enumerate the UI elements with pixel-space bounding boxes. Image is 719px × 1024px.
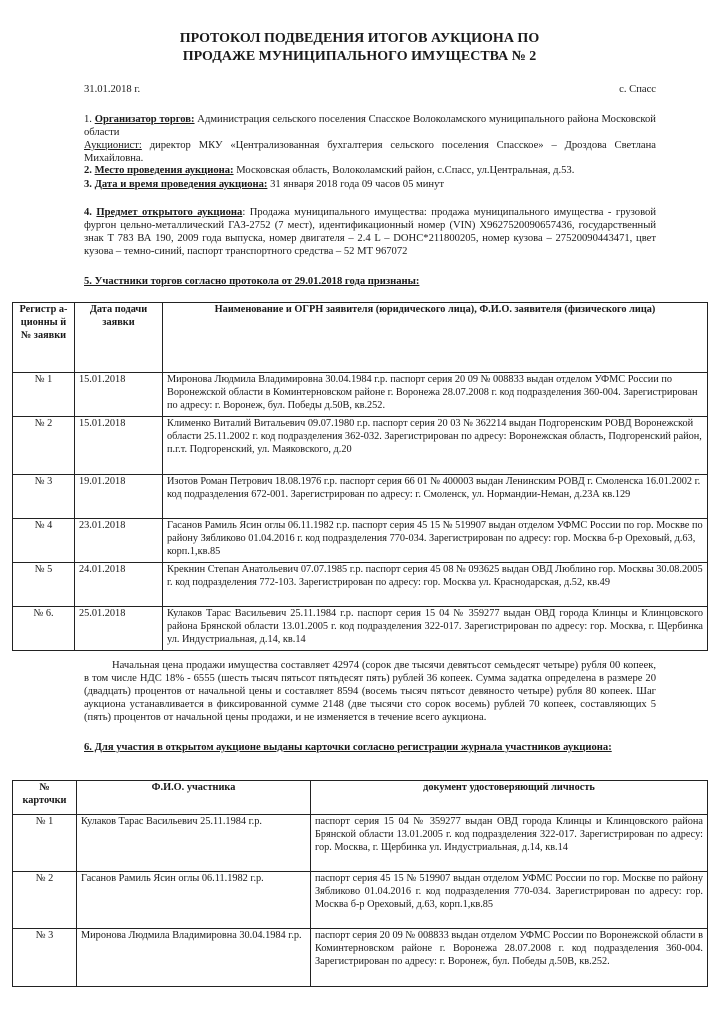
row-date: 19.01.2018 bbox=[75, 475, 163, 519]
protocol-title bbox=[0, 30, 719, 65]
card-document: паспорт серия 20 09 № 008833 выдан отделом УФМС России по Воронежской области в Коминтерновском районе г. Воронежа 28.07.2008 г. код подразделения 360-004. Зарегистрирован по адресу: г. Воронеж, бул. Победы д.50В, кв.252. bbox=[311, 929, 708, 987]
table-row bbox=[13, 815, 708, 872]
card-participant: Кулаков Тарас Васильевич 25.11.1984 г.р. bbox=[77, 815, 311, 872]
col-participant: Ф.И.О. участника bbox=[77, 781, 311, 815]
protocol-place: с. Спасс bbox=[619, 84, 656, 95]
participants-heading: 5. Участники торгов согласно протокола от 29.01.2018 года признаны: bbox=[84, 276, 420, 287]
section-organizer bbox=[84, 114, 656, 166]
row-applicant: Гасанов Рамиль Ясин оглы 06.11.1982 г.р. паспорт серия 45 15 № 519907 выдан отделом УФМС России по гор. Москве по району Зябликово 01.04.2016 г. код подразделения 770-034. Зарегистрирован по адресу: гор. Москва б-р Ореховый, д.63, корп.1,кв.85 bbox=[163, 519, 708, 563]
card-document: паспорт серия 15 04 № 359277 выдан ОВД города Клинцы и Клинцовского района Брянской области 13.01.2005 г. код подразделения 322-017. Зарегистрирован по адресу: гор. Москва, г. Щербинка ул. Индустриальная, д.14, кв.14 bbox=[311, 815, 708, 872]
section-4-number: 4. bbox=[84, 207, 92, 218]
card-document: паспорт серия 45 15 № 519907 выдан отделом УФМС России по гор. Москве по району Зябликово 01.04.2016 г. код подразделения 770-034. Зарегистрирован по адресу: гор. Москва б-р Ореховый, д.63, корп.1,кв.85 bbox=[311, 872, 708, 929]
title-line-1: ПРОТОКОЛ ПОДВЕДЕНИЯ ИТОГОВ АУКЦИОНА ПО bbox=[179, 31, 540, 46]
table-header-row bbox=[13, 303, 708, 373]
datetime-text: 31 января 2018 года 09 часов 05 минут bbox=[267, 179, 445, 190]
row-date: 15.01.2018 bbox=[75, 373, 163, 417]
row-date: 24.01.2018 bbox=[75, 563, 163, 607]
card-participant: Гасанов Рамиль Ясин оглы 06.11.1982 г.р. bbox=[77, 872, 311, 929]
row-num: № 1 bbox=[13, 373, 75, 417]
organizer-label: Организатор торгов: bbox=[94, 114, 195, 125]
table-row bbox=[13, 607, 708, 651]
cards-table bbox=[12, 780, 708, 987]
table-row bbox=[13, 373, 708, 417]
date-line bbox=[84, 84, 656, 97]
row-date: 23.01.2018 bbox=[75, 519, 163, 563]
row-num: № 3 bbox=[13, 475, 75, 519]
table-row bbox=[13, 929, 708, 987]
place-label: Место проведения аукциона: bbox=[94, 165, 234, 176]
place-text: Московская область, Волоколамский район, с.Спасс, ул.Центральная, д.53. bbox=[233, 165, 575, 176]
price-paragraph: Начальная цена продажи имущества составляет 42974 (сорок две тысячи девятьсот семьдесят четыре) рубля 00 копеек, в том числе НДС 18% - 6555 (шесть тысяч пятьсот пятьдесят пять) рублей 36 копеек. Сумма задатка определена в размере 20 (двадцать) процентов от начальной цены и составляет 8594 (восемь тысяч пятьсот девяносто четыре) рубля 80 копеек. Шаг аукциона устанавливается в фиксированной сумме 2148 (две тысячи сто сорок восемь) рублей 70 копеек, составляющих 5 (пять) процентов от начальной цены продажи, и не изменяется в течение всего аукциона. bbox=[84, 660, 656, 723]
cards-heading: 6. Для участия в открытом аукционе выданы карточки согласно регистрации журнала участников аукциона: bbox=[84, 742, 612, 753]
row-num: № 5 bbox=[13, 563, 75, 607]
auctioneer-text: директор МКУ «Централизованная бухгалтерия сельского поселения Спасское» – Дроздова Светлана Михайловна. bbox=[84, 139, 656, 164]
section-participants-heading bbox=[84, 276, 656, 289]
table-row bbox=[13, 417, 708, 475]
section-2-number: 2. bbox=[84, 165, 92, 176]
card-num: № 1 bbox=[13, 815, 77, 872]
row-applicant: Изотов Роман Петрович 18.08.1976 г.р. паспорт серия 66 01 № 400003 выдан Ленинским РОВД г. Смоленска 16.01.2002 г. код подразделения 672-001. Зарегистрирован по адресу: г. Смоленск, ул. Нормандии-Неман, д.23А кв.129 bbox=[163, 475, 708, 519]
applications-table bbox=[12, 302, 708, 651]
card-num: № 3 bbox=[13, 929, 77, 987]
row-applicant: Клименко Виталий Витальевич 09.07.1980 г.р. паспорт серия 20 03 № 362214 выдан Подгоренским РОВД Воронежской области 25.11.2002 г. код подразделения 362-032. Зарегистрирован по адресу: Воронежская область, Подгоренский район, п.г.т. Подгоренский, ул. Маяковского, д.20 bbox=[163, 417, 708, 475]
row-num: № 6. bbox=[13, 607, 75, 651]
card-num: № 2 bbox=[13, 872, 77, 929]
auctioneer-label: Аукционист: bbox=[84, 139, 142, 151]
title-line-2: ПРОДАЖЕ МУНИЦИПАЛЬНОГО ИМУЩЕСТВА № 2 bbox=[182, 48, 537, 64]
organizer-text: Администрация сельского поселения Спасское Волоколамского муниципального района Московской области bbox=[84, 114, 656, 138]
section-subject bbox=[84, 207, 656, 259]
col-id-document: документ удостоверяющий личность bbox=[311, 781, 708, 815]
subject-label: Предмет открытого аукциона bbox=[96, 207, 243, 218]
table-header-row bbox=[13, 781, 708, 815]
section-3-number: 3. bbox=[84, 179, 92, 190]
section-cards-heading bbox=[84, 742, 656, 755]
card-participant: Миронова Людмила Владимировна 30.04.1984 г.р. bbox=[77, 929, 311, 987]
protocol-date: 31.01.2018 г. bbox=[84, 84, 141, 95]
section-1-number: 1. bbox=[84, 114, 92, 125]
datetime-label: Дата и время проведения аукциона: bbox=[94, 179, 268, 190]
table-row bbox=[13, 519, 708, 563]
table-row bbox=[13, 872, 708, 929]
row-num: № 2 bbox=[13, 417, 75, 475]
row-date: 15.01.2018 bbox=[75, 417, 163, 475]
col-card-number: № карточки bbox=[13, 781, 77, 815]
table-row bbox=[13, 563, 708, 607]
col-applicant: Наименование и ОГРН заявителя (юридического лица), Ф.И.О. заявителя (физического лица) bbox=[163, 303, 708, 373]
row-applicant: Кулаков Тарас Васильевич 25.11.1984 г.р. паспорт серия 15 04 № 359277 выдан ОВД города Клинцы и Клинцовского района Брянской области 13.01.2005 г. код подразделения 322-017. Зарегистрирован по адресу: гор. Москва, г. Щербинка ул. Индустриальная, д.14, кв.14 bbox=[163, 607, 708, 651]
col-date: Дата подачи заявки bbox=[75, 303, 163, 373]
row-applicant: Крекнин Степан Анатольевич 07.07.1985 г.р. паспорт серия 45 08 № 093625 выдан ОВД Люблино гор. Москвы 30.08.2005 г. код подразделения 772-103. Зарегистрирован по адресу: гор. Москва ул. Краснодарская, д.52, кв.49 bbox=[163, 563, 708, 607]
row-applicant: Миронова Людмила Владимировна 30.04.1984 г.р. паспорт серия 20 09 № 008833 выдан отделом УФМС России по Воронежской области в Коминтерновском районе г. Воронежа 28.07.2008 г. код подразделения 360-004. Зарегистрирован по адресу: г. Воронеж, бул. Победы д.50В, кв.252. bbox=[163, 373, 708, 417]
subject-text: : Продажа муниципального имущества: продажа муниципального имущества - грузовой фургон цельно-металлический ГАЗ-2752 (7 мест), идентификационный номер (VIN) X9627520090657436, государственный знак Т 783 ВА 190, 2009 года выпуска, номер двигателя – 2.4 L – DOHC*211800205, номер кузова – 27520090443471, цвет кузова – темно-синий, паспорт транспортного средства – 52 МТ 967072 bbox=[84, 207, 656, 257]
row-date: 25.01.2018 bbox=[75, 607, 163, 651]
section-datetime bbox=[84, 179, 656, 192]
table-row bbox=[13, 475, 708, 519]
col-reg-number: Регистр а-ционны й № заявки bbox=[13, 303, 75, 373]
section-place bbox=[84, 165, 656, 178]
row-num: № 4 bbox=[13, 519, 75, 563]
